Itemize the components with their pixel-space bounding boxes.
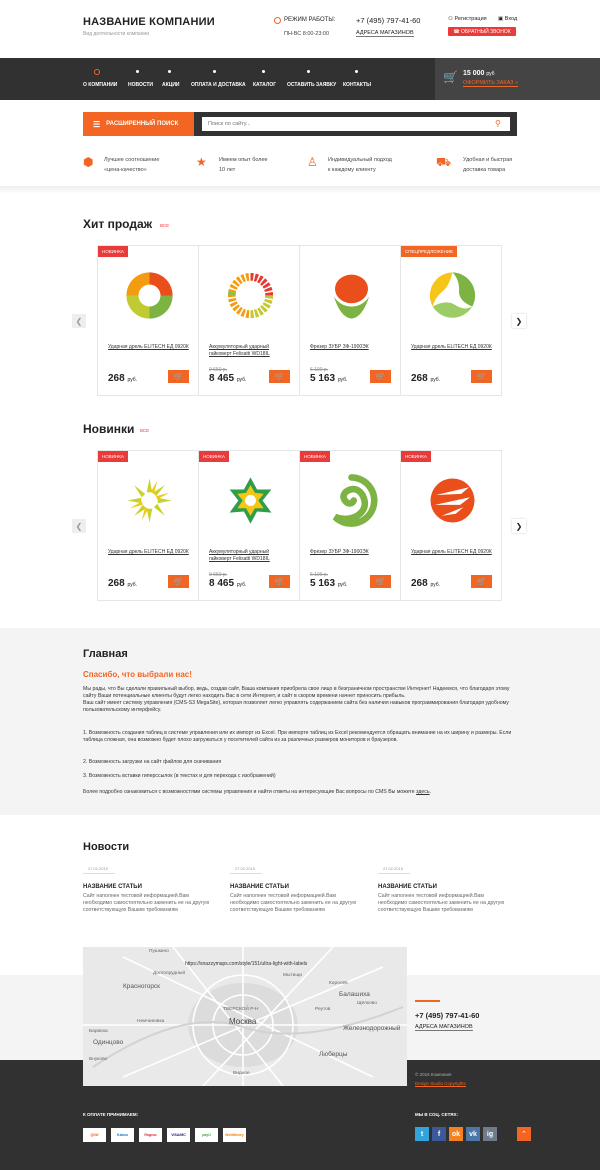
product-price: 5 163 руб. — [310, 373, 348, 384]
advanced-search-label: РАСШИРЕННЫЙ ПОИСК — [106, 121, 179, 127]
product-image[interactable] — [223, 268, 278, 323]
map-label: Москва — [229, 1017, 257, 1026]
nav-about[interactable]: О КОМПАНИИ — [83, 82, 118, 88]
product-image[interactable] — [122, 473, 177, 528]
search-input[interactable] — [202, 117, 510, 131]
facebook-icon[interactable]: f — [432, 1127, 446, 1141]
cart-icon[interactable]: 🛒 — [443, 70, 458, 84]
nav-request[interactable]: ОСТАВИТЬ ЗАЯВКУ — [287, 82, 337, 88]
product-card[interactable] — [98, 246, 199, 395]
main-paragraph: Более подробно ознакомиться с возможностями системы управления и найти ответы на интересующие Вас вопросы по CMS Вы можете здесь. — [83, 789, 432, 795]
badge-new: НОВИНКА — [98, 246, 128, 257]
feature-text: Имеем опыт более 10 лет — [219, 157, 268, 173]
map-label: Пушкино — [149, 949, 169, 954]
product-image[interactable] — [324, 473, 379, 528]
new-prev-arrow[interactable]: ❮ — [72, 519, 86, 533]
person-icon: ♙ — [307, 155, 318, 169]
main-title: Главная — [83, 648, 128, 660]
new-products-title: Новинки — [83, 422, 135, 436]
product-name[interactable]: Ударная дрель ELITECH ЕД 0920К — [411, 344, 492, 350]
map-label: Мытищи — [283, 973, 302, 978]
main-list-item: 2. Возможность загрузки на сайт файлов для скачивания — [83, 759, 222, 765]
nav-dot — [213, 70, 216, 73]
badge-special: СПЕЦПРЕДЛОЖЕНИЕ — [401, 246, 457, 257]
work-mode-hours: ПН-ВС 8:00-23:00 — [284, 31, 330, 37]
product-card[interactable] — [199, 246, 300, 395]
cart-icon: 🛒 — [476, 372, 487, 381]
nav-dot — [136, 70, 139, 73]
product-image[interactable] — [324, 268, 379, 323]
map-label: Барвиха — [89, 1029, 108, 1034]
news-item-title[interactable]: НАЗВАНИЕ СТАТЬИ — [378, 884, 437, 890]
main-list-item: 3. Возможность вставки гиперссылок (в текстах и для перехода с изображений) — [83, 773, 276, 779]
odnoklassniki-icon[interactable]: ok — [449, 1127, 463, 1141]
add-to-cart-button[interactable] — [471, 370, 492, 383]
nav-promo[interactable]: АКЦИИ — [162, 82, 180, 88]
product-card[interactable] — [401, 451, 502, 600]
nav-payment[interactable]: ОПЛАТА И ДОСТАВКА — [191, 82, 246, 88]
product-image[interactable] — [425, 268, 480, 323]
company-sub: Вид деятельности компании — [83, 31, 150, 37]
product-price: 268 руб. — [411, 578, 441, 589]
news-date: 27.02.2015 — [230, 866, 262, 874]
product-name[interactable]: Ударная дрель ELITECH ЕД 0920К — [108, 344, 189, 350]
badge-new: НОВИНКА — [401, 451, 431, 462]
product-price: 268 руб. — [108, 578, 138, 589]
nav-contacts[interactable]: КОНТАКТЫ — [343, 82, 372, 88]
hits-carousel — [97, 245, 502, 396]
twitter-icon[interactable]: t — [415, 1127, 429, 1141]
product-card[interactable] — [199, 451, 300, 600]
advanced-search-button[interactable] — [83, 112, 194, 136]
kaboo-logo: Kaboo — [111, 1128, 134, 1142]
phone-icon: ☎ — [453, 28, 461, 35]
product-old-price: 9 650 р. — [209, 572, 228, 578]
badge-new: НОВИНКА — [98, 451, 128, 462]
nav-active-marker — [94, 69, 100, 75]
hits-title: Хит продаж — [83, 217, 153, 231]
map-label: Немчиновка — [137, 1019, 165, 1024]
news-date: 27.02.2015 — [378, 866, 410, 874]
yandex-money-logo: Яндекс — [139, 1128, 162, 1142]
add-to-cart-button[interactable] — [269, 575, 290, 588]
star-icon: ★ — [196, 155, 207, 169]
map-label: Красногорск — [123, 983, 161, 990]
instagram-icon[interactable]: ig — [483, 1127, 497, 1141]
map-label: Королёв — [329, 981, 348, 986]
map-label: Реутов — [315, 1007, 331, 1012]
login-label: Вход — [504, 16, 518, 22]
nav-news[interactable]: НОВОСТИ — [128, 82, 154, 88]
map-label: Люберцы — [319, 1051, 348, 1058]
news-date: 27.02.2015 — [83, 866, 115, 874]
scroll-top-button[interactable] — [517, 1127, 531, 1141]
map-label: Внуково — [89, 1057, 108, 1062]
product-image[interactable] — [122, 268, 177, 323]
map-style-url: https://snazzymaps.com/style/151/ultra-light-with-labels — [185, 961, 308, 967]
payu-logo: payU — [195, 1128, 218, 1142]
product-price: 8 465 руб. — [209, 578, 247, 589]
cms-help-link[interactable]: здесь — [416, 789, 430, 795]
webmoney-logo: WebMoney — [223, 1128, 246, 1142]
menu-icon: ☰ — [93, 119, 101, 129]
product-name[interactable]: Аккумуляторный ударный гайковерт Felisatti WD18IL — [209, 344, 270, 357]
visa-mastercard-logo: VISA/MC — [167, 1128, 190, 1142]
news-item-title[interactable]: НАЗВАНИЕ СТАТЬИ — [83, 884, 142, 890]
product-card[interactable] — [98, 451, 199, 600]
cart-icon: 🛒 — [173, 577, 184, 586]
product-card[interactable] — [300, 246, 401, 395]
product-old-price: 9 650 р. — [209, 367, 228, 373]
add-to-cart-button[interactable] — [370, 575, 391, 588]
main-subtitle: Спасибо, что выбрали нас! — [83, 670, 192, 679]
hits-prev-arrow[interactable]: ❮ — [72, 314, 86, 328]
news-item[interactable] — [378, 866, 513, 914]
feature-text: Лучшее соотношение «цена-качество» — [104, 157, 160, 173]
feature-text: Удобная и быстрая доставка товара — [463, 157, 513, 173]
map-label: Долгопрудный — [153, 971, 186, 976]
feature-text: Индивидуальный подход к каждому клиенту — [328, 157, 392, 173]
nav-dot — [168, 70, 171, 73]
news-item-text: Сайт наполнен тестовой информацией.Вам необходимо самостоятельно заменить ее на другую соответствующую Вашим требованиям — [83, 893, 210, 913]
product-image[interactable] — [425, 473, 480, 528]
add-to-cart-button[interactable] — [168, 575, 189, 588]
social-title: МЫ В СОЦ. СЕТЯХ: — [415, 1112, 459, 1117]
new-products-all-link[interactable]: ВСЕ — [140, 428, 150, 433]
product-old-price: 6 190 р. — [310, 367, 329, 373]
cart-sum: 15 000 руб — [463, 70, 495, 77]
vk-icon[interactable]: vk — [466, 1127, 480, 1141]
checkout-link[interactable]: ОФОРМИТЬ ЗАКАЗ » — [463, 80, 519, 86]
nav-dot — [307, 70, 310, 73]
news-title: Новости — [83, 841, 130, 853]
main-paragraph: Мы рады, что Вы сделали правильный выбор, ведь, создав сайт, Ваша компания приобрела свое лицо в безграничном пространстве Интернет! Надеемся, что благодаря этому сайту Ваши потенциальные клиенты будут легко находить Вас в сети Интернет, и сайт в скором времени начнет приносить прибыль. Ваш сайт имеет систему управления (CMS-S3 MegaSite), которая позволяет легко управлять содержанием сайта без наличия навыков программирования благодаря удобному пользовательскому интерфейсу. — [83, 686, 510, 713]
hits-next-arrow[interactable]: ❯ — [512, 314, 526, 328]
map-label: Одинцово — [93, 1039, 124, 1046]
product-price: 268 руб. — [108, 373, 138, 384]
cart-icon: 🛒 — [375, 372, 386, 381]
map-label: Балашиха — [339, 991, 370, 998]
quality-badge-icon: ⬢ — [83, 155, 94, 169]
add-to-cart-button[interactable] — [370, 370, 391, 383]
product-name[interactable]: Аккумуляторный ударный гайковерт Felisatti WD18IL — [209, 549, 270, 562]
footer-address-link[interactable]: АДРЕСА МАГАЗИНОВ — [415, 1024, 473, 1030]
news-item[interactable] — [230, 866, 365, 914]
nav-dot — [355, 70, 358, 73]
product-price: 8 465 руб. — [209, 373, 247, 384]
work-mode-title: РЕЖИМ РАБОТЫ: — [284, 17, 336, 23]
chevron-up-icon: ⌃ — [521, 1131, 527, 1138]
map-label: Щёлково — [357, 1001, 377, 1006]
product-price: 268 руб. — [411, 373, 441, 384]
callback-button[interactable] — [448, 27, 516, 36]
cart-icon: 🛒 — [274, 577, 285, 586]
map-label: Железнодорожный — [343, 1025, 401, 1032]
main-list-item: 1. Возможность создания таблиц в системе управления или их импорт из Excel. При импорте таблиц из Excel рекомендуется обращать внимание на их ширину и размеры. Если таблица сложная, она возможно будет плохо загружаться у посетителей сайта из за различных размеров мониторов и браузеров. — [83, 730, 512, 743]
product-name[interactable]: Фрезер ЗУБР ЗФ-1900ЭК — [310, 549, 369, 555]
map-label: Видное — [233, 1071, 250, 1076]
hits-all-link[interactable]: ВСЕ — [160, 223, 170, 228]
nav-dot — [262, 70, 265, 73]
news-item-text: Сайт наполнен тестовой информацией.Вам необходимо самостоятельно заменить ее на другую соответствующую Вашим требованиям — [378, 893, 505, 913]
truck-icon: ⛟ — [436, 155, 452, 169]
copyright: © 2016 Компания — [415, 1072, 452, 1077]
header-address-link[interactable]: АДРЕСА МАГАЗИНОВ — [356, 30, 414, 36]
search-icon[interactable]: ⚲ — [495, 119, 501, 128]
header-phone[interactable]: +7 (495) 797-41-60 — [356, 16, 421, 25]
new-next-arrow[interactable]: ❯ — [512, 519, 526, 533]
footer-phone[interactable]: +7 (495) 797-41-60 — [415, 1011, 480, 1020]
clock-icon — [274, 17, 281, 24]
map[interactable] — [83, 947, 407, 1086]
cart-icon: 🛒 — [173, 372, 184, 381]
add-to-cart-button[interactable] — [269, 370, 290, 383]
user-icon: ⚇ — [448, 16, 455, 22]
product-old-price: 6 190 р. — [310, 572, 329, 578]
lock-icon: ▣ — [498, 16, 505, 22]
divider-shadow — [0, 186, 600, 194]
product-price: 5 163 руб. — [310, 578, 348, 589]
news-item-title[interactable]: НАЗВАНИЕ СТАТЬИ — [230, 884, 289, 890]
qiwi-logo: QIWI — [83, 1128, 106, 1142]
cart-icon: 🛒 — [274, 372, 285, 381]
login-link[interactable] — [498, 16, 517, 22]
add-to-cart-button[interactable] — [471, 575, 492, 588]
payment-title: К ОПЛАТЕ ПРИНИМАЕМ: — [83, 1112, 139, 1117]
product-name[interactable]: Фрезер ЗУБР ЗФ-1900ЭК — [310, 344, 369, 350]
product-image[interactable] — [223, 473, 278, 528]
product-name[interactable]: Ударная дрель ELITECH ЕД 0920К — [108, 549, 189, 555]
map-label: ТВЕРСКОЙ Р-Н — [223, 1007, 259, 1012]
register-link[interactable] — [448, 16, 487, 22]
badge-new: НОВИНКА — [199, 451, 229, 462]
company-name[interactable]: НАЗВАНИЕ КОМПАНИИ — [83, 16, 215, 28]
register-label: Регистрация — [454, 16, 487, 22]
nav-catalog[interactable]: КАТАЛОГ — [253, 82, 277, 88]
news-item[interactable] — [83, 866, 218, 914]
add-to-cart-button[interactable] — [168, 370, 189, 383]
cart-icon: 🛒 — [476, 577, 487, 586]
footer-accent-bar — [415, 1000, 440, 1002]
studio-link[interactable]: Design Studio Copyrights — [415, 1081, 466, 1086]
product-name[interactable]: Ударная дрель ELITECH ЕД 0920К — [411, 549, 492, 555]
product-card[interactable] — [401, 246, 502, 395]
news-item-text: Сайт наполнен тестовой информацией.Вам необходимо самостоятельно заменить ее на другую соответствующую Вашим требованиям — [230, 893, 357, 913]
badge-new: НОВИНКА — [300, 451, 330, 462]
product-card[interactable] — [300, 451, 401, 600]
new-products-carousel — [97, 450, 502, 601]
cart-icon: 🛒 — [375, 577, 386, 586]
cart-block[interactable] — [435, 58, 600, 100]
callback-label: ОБРАТНЫЙ ЗВОНОК — [460, 28, 511, 35]
